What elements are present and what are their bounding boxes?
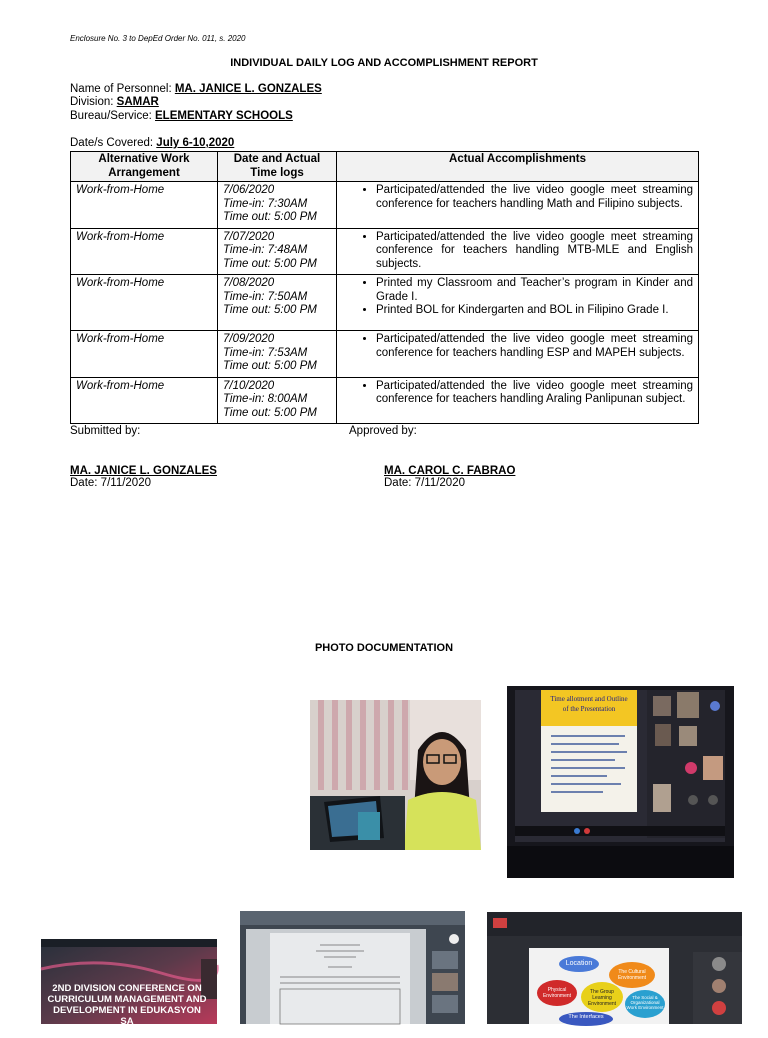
header-time-logs: Date and Actual Time logs (218, 152, 337, 182)
table-row (71, 228, 699, 275)
log-time-in: Time-in: 7:30AM (223, 197, 308, 210)
diagram-physical: Physical Environment (537, 980, 577, 1006)
approver-block (384, 465, 515, 489)
bureau-value: ELEMENTARY SCHOOLS (155, 110, 293, 122)
personnel-value: MA. JANICE L. GONZALES (174, 83, 322, 95)
log-date: 7/08/2020 (223, 277, 275, 289)
accomplishment-item: • Participated/attended the live video google meet streaming conference for teachers handling Math and Filipino subjects. (376, 184, 693, 211)
arrangement-cell: Work-from-Home (71, 275, 218, 331)
accomplishment-item: • Participated/attended the live video google meet streaming conference for teachers handling MTB-MLE and English subjects. (376, 231, 693, 272)
time-log-cell (218, 228, 337, 275)
accomplishment-cell (337, 228, 699, 275)
table-row (71, 275, 699, 331)
log-time-in: Time-in: 7:50AM (223, 290, 308, 303)
division-value: SAMAR (116, 96, 159, 108)
accomplishment-item: • Participated/attended the live video google meet streaming conference for teachers handling Araling Panlipunan subject. (376, 380, 693, 407)
time-log-cell (218, 377, 337, 424)
dates-value: July 6-10,2020 (156, 137, 235, 149)
log-time-out: Time out: 5:00 PM (223, 406, 317, 419)
log-time-out: Time out: 5:00 PM (223, 360, 317, 372)
slide-screen-image (507, 686, 734, 878)
table-row (71, 331, 699, 378)
diagram-interfaces: The Interfaces (559, 1012, 613, 1026)
division-field (70, 96, 159, 108)
photo-documentation-title: PHOTO DOCUMENTATION (314, 642, 454, 654)
log-time-out: Time out: 5:00 PM (223, 211, 317, 223)
portrait-photo (310, 700, 481, 850)
slide-title: Time allotment and Outline of the Presentation (550, 695, 628, 713)
log-date: 7/07/2020 (223, 230, 275, 243)
document-screen-image (240, 911, 465, 1024)
time-log-cell (218, 182, 337, 229)
arrangement-cell: Work-from-Home (71, 182, 218, 229)
dates-label: Date/s Covered: (70, 137, 157, 149)
diagram-social: The Social & Organizational Work Environment (625, 990, 665, 1018)
accomplishment-item: • Printed BOL for Kindergarten and BOL in Filipino Grade I. (376, 304, 693, 318)
bureau-field (70, 110, 293, 122)
log-time-out: Time out: 5:00 PM (223, 257, 317, 270)
diagram-group: The Group Learning Environment (581, 982, 623, 1012)
personnel-label: Name of Personnel: (70, 83, 175, 95)
accomplishment-cell (337, 182, 699, 229)
personnel-field (70, 83, 322, 95)
conference-banner-photo (41, 939, 217, 1038)
approved-by-label: Approved by: (349, 425, 417, 437)
header-arrangement: Alternative Work Arrangement (71, 152, 218, 182)
log-date: 7/06/2020 (223, 184, 275, 196)
header-accomplishments: Actual Accomplishments (337, 152, 699, 182)
time-log-cell (218, 331, 337, 378)
slide-screen-photo (507, 686, 734, 878)
accomplishment-cell (337, 331, 699, 378)
document-screen-photo (240, 911, 465, 1024)
log-date: 7/09/2020 (223, 333, 275, 345)
approver-name: MA. CAROL C. FABRAO (384, 465, 516, 477)
division-label: Division: (70, 96, 117, 108)
portrait-image (310, 700, 481, 850)
accomplishment-item: • Participated/attended the live video google meet streaming conference for teachers handling ESP and MAPEH subjects. (376, 333, 693, 360)
report-title: INDIVIDUAL DAILY LOG AND ACCOMPLISHMENT REPORT (230, 57, 538, 69)
diagram-location: Location (559, 956, 599, 972)
log-time-out: Time out: 5:00 PM (223, 304, 317, 316)
log-date: 7/10/2020 (223, 379, 275, 392)
submitter-block (70, 465, 217, 489)
accomplishment-cell (337, 377, 699, 424)
conference-title: 2ND DIVISION CONFERENCE ON CURRICULUM MANAGEMENT AND DEVELOPMENT IN EDUKASYON SA PAGPAPAKATAO (47, 983, 207, 1038)
daily-log-table (70, 151, 699, 424)
time-log-cell (218, 275, 337, 331)
table-header-row (71, 152, 699, 182)
enclosure-note: Enclosure No. 3 to DepEd Order No. 011, s. 2020 (70, 34, 246, 43)
approver-date: Date: 7/11/2020 (384, 477, 465, 489)
arrangement-cell: Work-from-Home (71, 377, 218, 424)
submitter-name: MA. JANICE L. GONZALES (70, 465, 217, 477)
accomplishment-item: • Printed my Classroom and Teacher’s program in Kinder and Grade I. (376, 277, 693, 304)
diagram-cultural: The Cultural Environment (609, 962, 655, 988)
diagram-screen-photo (487, 912, 742, 1024)
submitted-by-label: Submitted by: (70, 425, 141, 437)
table-row (71, 377, 699, 424)
arrangement-cell: Work-from-Home (71, 228, 218, 275)
table-row (71, 182, 699, 229)
log-time-in: Time-in: 7:53AM (223, 346, 308, 359)
log-time-in: Time-in: 8:00AM (223, 393, 308, 405)
arrangement-cell: Work-from-Home (71, 331, 218, 378)
dates-field (70, 137, 234, 149)
accomplishment-cell (337, 275, 699, 331)
log-time-in: Time-in: 7:48AM (223, 244, 308, 256)
submitter-date: Date: 7/11/2020 (70, 477, 151, 489)
bureau-label: Bureau/Service: (70, 110, 156, 122)
